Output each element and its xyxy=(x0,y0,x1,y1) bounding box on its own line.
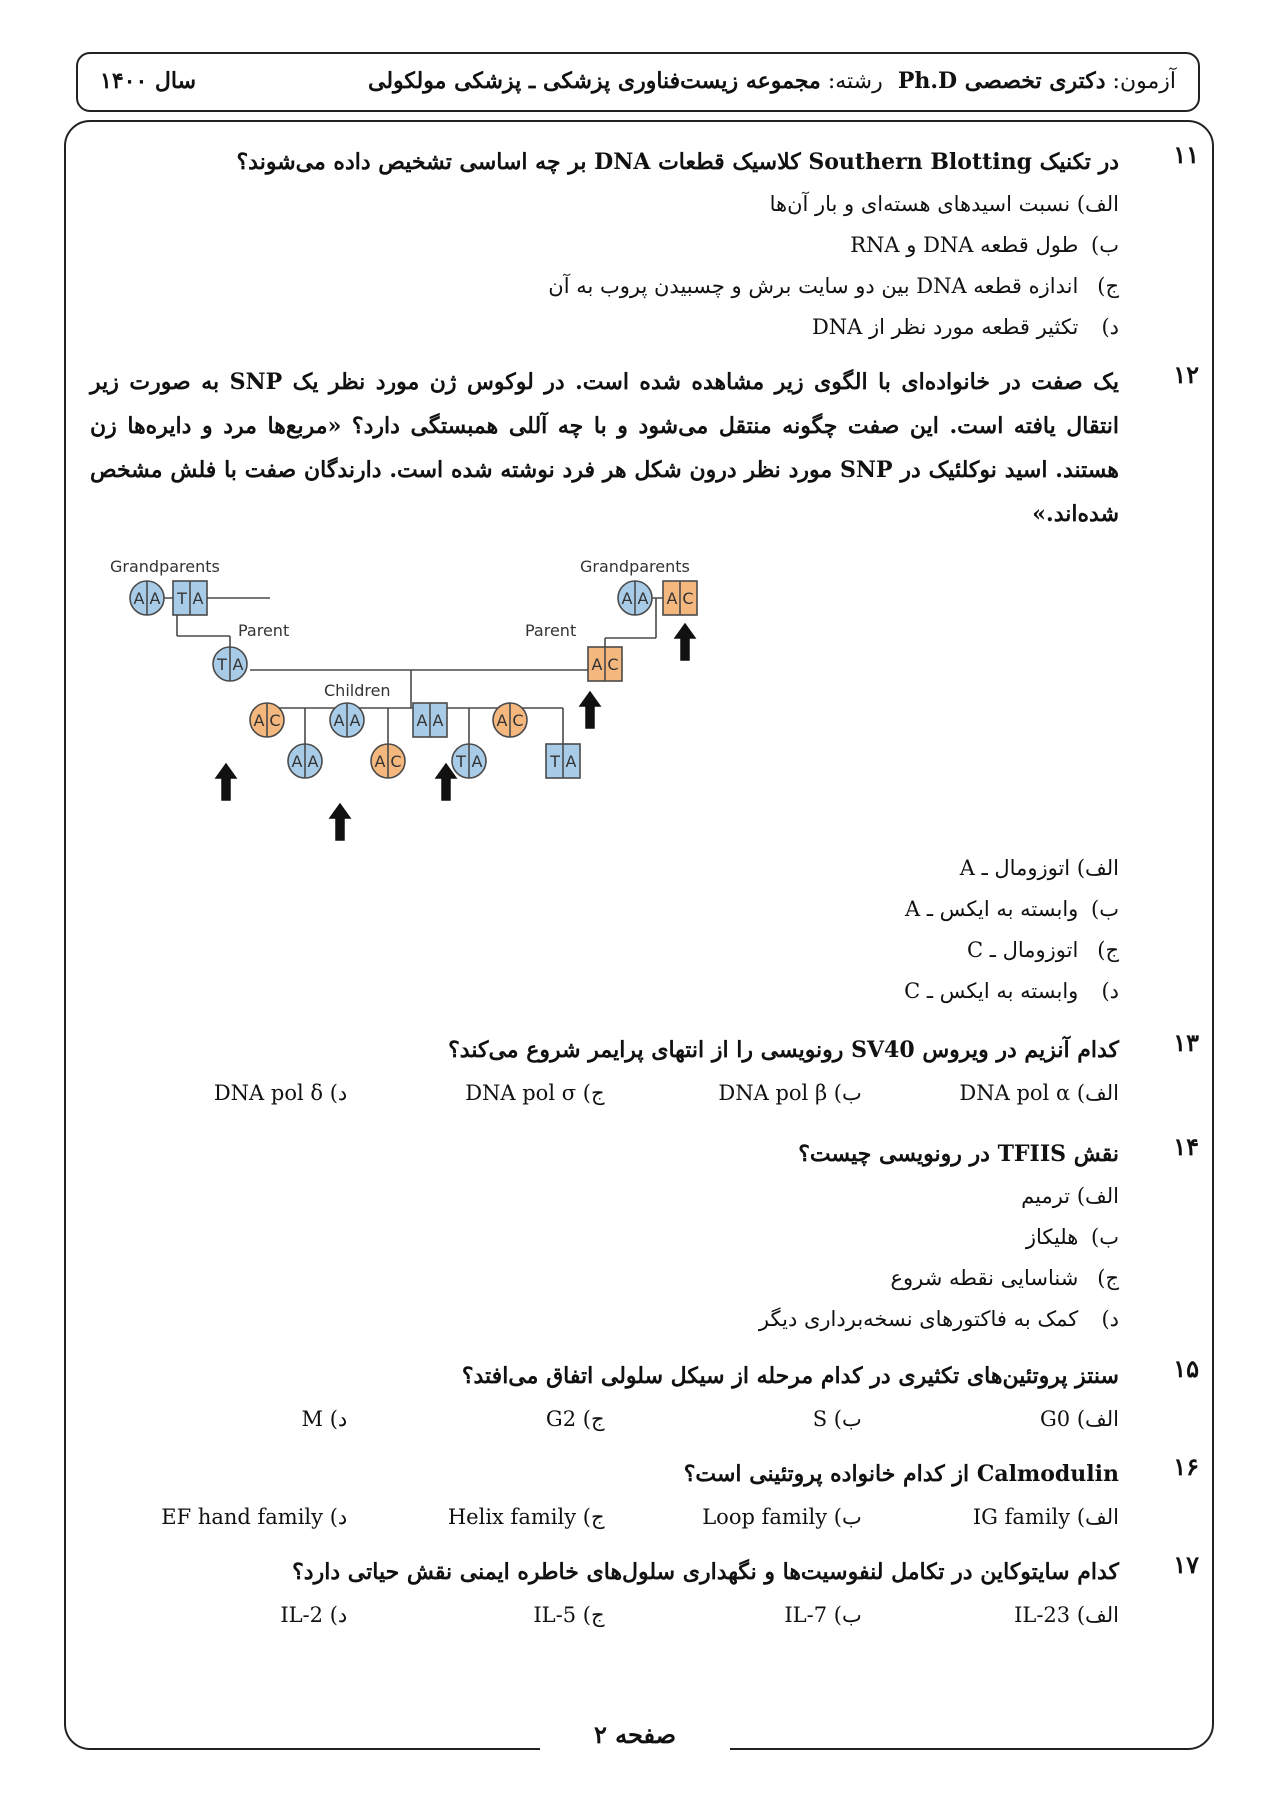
option-c[interactable]: ج) DNA pol σ xyxy=(465,1081,605,1105)
option-d[interactable]: د) M xyxy=(301,1407,348,1431)
allele-label: A xyxy=(333,711,345,730)
allele-label: A xyxy=(637,589,649,608)
pedigree-female-p1 xyxy=(213,647,247,681)
label-parent-left: Parent xyxy=(238,621,290,640)
question-number: ۱۴ xyxy=(1173,1132,1199,1161)
option-a[interactable]: الف) ترمیم xyxy=(1021,1184,1119,1208)
allele-label: C xyxy=(269,711,281,730)
option-a[interactable]: الف) DNA pol α xyxy=(959,1081,1119,1105)
option-b[interactable]: ب) هلیکاز xyxy=(1025,1225,1119,1249)
pedigree-female-c6 xyxy=(452,744,486,778)
question-text: کدام آنزیم در ویروس SV40 رونویسی را از انتهای پرایمر شروع می‌کند؟ xyxy=(448,1037,1119,1063)
option-d[interactable]: د) کمک به فاکتورهای نسخه‌برداری دیگر xyxy=(758,1307,1119,1331)
allele-label: A xyxy=(565,752,577,771)
option-a[interactable]: الف) نسبت اسیدهای هسته‌ای و بار آن‌ها xyxy=(769,192,1119,216)
question-12 xyxy=(90,360,1199,536)
option-d[interactable]: د) DNA pol δ xyxy=(213,1081,348,1105)
option-b[interactable]: ب) Loop family xyxy=(702,1505,862,1529)
question-17 xyxy=(90,1550,1199,1636)
options-row xyxy=(90,1594,1119,1636)
exam-title: آزمون: دکتری تخصصی Ph.D xyxy=(897,68,1176,94)
pedigree-individuals xyxy=(130,581,697,778)
allele-label: A xyxy=(349,711,361,730)
allele-label: A xyxy=(253,711,265,730)
pedigree-male-gp4 xyxy=(663,581,697,615)
question-text: یک صفت در خانواده‌ای با الگوی زیر مشاهده شده است. در لوکوس ژن مورد نظر یک SNP به صورت زیر انتقال یافته است. این صفت چگونه منتقل می‌شود و با چه آللی همبستگی دارد؟ «مربع‌ها مرد و دایره‌ها زن هستند. اسید نوکلئیک در SNP مورد نظر درون شکل هر فرد نوشته شده است. دارندگان صفت با فلش مشخص شده‌اند.» xyxy=(90,369,1120,527)
label-grandparents-right: Grandparents xyxy=(580,557,690,576)
affected-arrow-icon xyxy=(436,764,456,800)
option-d[interactable]: د) IL-2 xyxy=(280,1603,348,1627)
option-c[interactable]: ج) اندازه قطعه DNA بین دو سایت برش و چسبیدن پروب به آن xyxy=(548,274,1119,298)
allele-label: A xyxy=(232,655,244,674)
question-14 xyxy=(90,1132,1199,1340)
option-d[interactable]: د) EF hand family xyxy=(161,1505,348,1529)
pedigree-female-c1 xyxy=(250,703,284,737)
affected-arrow-icon xyxy=(675,624,695,660)
question-number: ۱۳ xyxy=(1173,1028,1199,1057)
option-b[interactable]: ب) IL-7 xyxy=(784,1603,862,1627)
allele-label: A xyxy=(496,711,508,730)
question-number: ۱۵ xyxy=(1173,1354,1199,1383)
question-text: در تکنیک Southern Blotting کلاسیک قطعات DNA بر چه اساسی تشخیص داده می‌شوند؟ xyxy=(236,149,1119,175)
exam-header xyxy=(76,52,1200,112)
pedigree-female-c4 xyxy=(371,744,405,778)
option-b[interactable]: ب) طول قطعه DNA و RNA xyxy=(850,233,1119,257)
allele-label: T xyxy=(550,752,560,771)
allele-label: C xyxy=(390,752,402,771)
question-16 xyxy=(90,1452,1199,1538)
allele-label: A xyxy=(307,752,319,771)
option-a[interactable]: الف) IG family xyxy=(972,1505,1119,1529)
affected-arrow-icon xyxy=(580,692,600,728)
question-15 xyxy=(90,1354,1199,1440)
allele-label: A xyxy=(374,752,386,771)
options-list xyxy=(90,184,1119,348)
allele-label: T xyxy=(456,752,466,771)
label-grandparents-left: Grandparents xyxy=(110,557,220,576)
allele-label: T xyxy=(217,655,227,674)
option-c[interactable]: ج) G2 xyxy=(545,1407,605,1431)
allele-label: A xyxy=(666,589,678,608)
question-number: ۱۶ xyxy=(1173,1452,1199,1481)
pedigree-arrows xyxy=(216,624,695,840)
option-c[interactable]: ج) اتوزومال ـ C xyxy=(967,938,1119,962)
pedigree-male-c8 xyxy=(546,744,580,778)
allele-label: A xyxy=(192,589,204,608)
pedigree-female-gp1 xyxy=(130,581,164,615)
option-d[interactable]: د) تکثیر قطعه مورد نظر از DNA xyxy=(811,315,1119,339)
options-row xyxy=(90,1398,1119,1440)
question-number: ۱۷ xyxy=(1173,1550,1199,1579)
affected-arrow-icon xyxy=(216,764,236,800)
option-c[interactable]: ج) شناسایی نقطه شروع xyxy=(890,1266,1119,1290)
pedigree-female-c7 xyxy=(493,703,527,737)
option-a[interactable]: الف) G0 xyxy=(1040,1407,1119,1431)
allele-label: A xyxy=(471,752,483,771)
pedigree-female-c2 xyxy=(288,744,322,778)
option-b[interactable]: ب) DNA pol β xyxy=(718,1081,862,1105)
option-b[interactable]: ب) S xyxy=(812,1407,862,1431)
question-13 xyxy=(90,1028,1199,1114)
allele-label: A xyxy=(149,589,161,608)
allele-label: A xyxy=(133,589,145,608)
pedigree-male-p2 xyxy=(588,647,622,681)
allele-label: C xyxy=(682,589,694,608)
exam-field: رشته: مجموعه زیست‌فناوری پزشکی ـ پزشکی مولکولی xyxy=(368,68,883,94)
question-text: کدام سایتوکاین در تکامل لنفوسیت‌ها و نگهداری سلول‌های خاطره ایمنی نقش حیاتی دارد؟ xyxy=(292,1559,1119,1585)
options-list xyxy=(90,848,1119,1012)
affected-arrow-icon xyxy=(330,804,350,840)
allele-label: C xyxy=(512,711,524,730)
allele-label: A xyxy=(432,711,444,730)
option-a[interactable]: الف) IL-23 xyxy=(1014,1603,1119,1627)
options-row xyxy=(90,1496,1119,1538)
pedigree-female-c3 xyxy=(330,703,364,737)
question-text: نقش TFIIS در رونویسی چیست؟ xyxy=(798,1141,1119,1167)
option-a[interactable]: الف) اتوزومال ـ A xyxy=(959,856,1119,880)
option-c[interactable]: ج) Helix family xyxy=(447,1505,605,1529)
option-d[interactable]: د) وابسته به ایکس ـ C xyxy=(904,979,1119,1003)
allele-label: A xyxy=(591,655,603,674)
pedigree-female-gp3 xyxy=(618,581,652,615)
pedigree-male-c5 xyxy=(413,703,447,737)
page-number: صفحه ۲ xyxy=(593,1720,677,1749)
options-list xyxy=(90,1176,1119,1340)
pedigree-diagram xyxy=(100,548,740,848)
allele-label: A xyxy=(416,711,428,730)
allele-label: T xyxy=(177,589,187,608)
allele-label: C xyxy=(607,655,619,674)
allele-label: A xyxy=(621,589,633,608)
option-c[interactable]: ج) IL-5 xyxy=(533,1603,605,1627)
question-number: ۱۱ xyxy=(1173,140,1199,169)
question-12-options xyxy=(90,848,1199,1012)
pedigree-male-gp2 xyxy=(173,581,207,615)
label-parent-right: Parent xyxy=(525,621,577,640)
question-number: ۱۲ xyxy=(1173,360,1199,389)
question-text: سنتز پروتئین‌های تکثیری در کدام مرحله از سیکل سلولی اتفاق می‌افتد؟ xyxy=(461,1363,1119,1389)
allele-label: A xyxy=(291,752,303,771)
question-text: Calmodulin از کدام خانواده پروتئینی است؟ xyxy=(683,1461,1119,1487)
label-children: Children xyxy=(324,681,391,700)
exam-year: سال ۱۴۰۰ xyxy=(100,68,197,94)
option-b[interactable]: ب) وابسته به ایکس ـ A xyxy=(904,897,1119,921)
question-11 xyxy=(90,140,1199,348)
options-row xyxy=(90,1072,1119,1114)
